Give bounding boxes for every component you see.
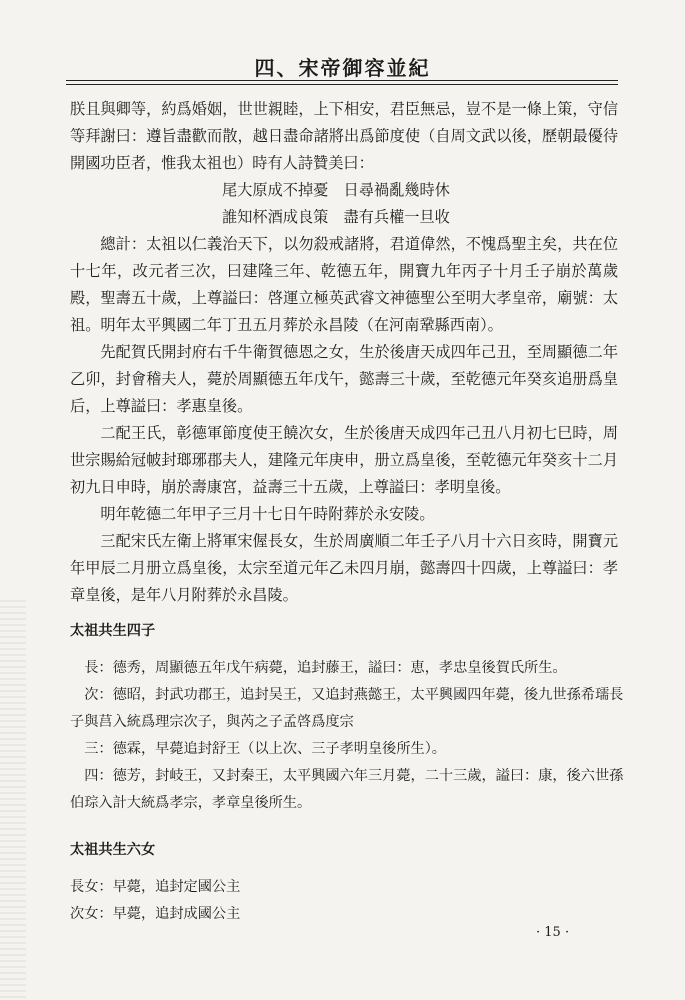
- body-text: [70, 96, 618, 609]
- paragraph: 先配賀氏開封府右千牛衛賀德恩之女，生於後唐天成四年己丑，至周顯德二年乙卯，封會稽夫人，薨於周顯德五年戊午，懿壽三十歲，至乾德元年癸亥追册爲皇后，上尊謚曰：孝惠皇後。: [70, 343, 618, 415]
- list-item: 長：德秀，周顯德五年戊午病薨，追封藤王，謚曰：恵，孝忠皇後賀氏所生。: [84, 660, 567, 676]
- poem-line: 誰知杯酒成良策 盡有兵權一旦收: [222, 208, 450, 226]
- list-item: 次女：早薨，追封成國公主: [70, 906, 241, 922]
- header-rule: [66, 80, 618, 81]
- sons-section: [70, 618, 630, 817]
- page-title: 四、宋帝御容並紀: [254, 56, 431, 80]
- list-item: 次：德昭，封武功郡王，追封吴王，又追封燕懿王，太平興國四年薨，後九世孫希瓀長子與莒入統爲理宗次子，與芮之子孟啓爲度宗: [70, 687, 624, 730]
- list-item: 三：德霖，早薨追封舒王（以上次、三子孝明皇後所生）。: [84, 741, 446, 757]
- page-number: · 15 ·: [536, 925, 570, 940]
- daughters-section: [70, 837, 630, 928]
- header-rule-thin: [66, 84, 618, 85]
- list-item: 長女：早薨，追封定國公主: [70, 879, 241, 895]
- paragraph: 朕且與卿等，約爲婚姻，世世親睦，上下相安，君臣無忌，豈不是一條上策，守信等拜謝曰：遵旨盡歡而散，越日盡命諸將出爲節度使（自周文武以後，歷朝最優待開國功臣者，惟我太祖也）時有人詩贊美曰：: [70, 100, 618, 172]
- list-item: 四：德芳，封岐王，又封秦王，太平興國六年三月薨，二十三歲，謚曰：康，後六世孫伯琮入計大統爲孝宗，孝章皇後所生。: [70, 768, 624, 811]
- poem-line: 尾大原成不掉憂 日尋禍亂幾時休: [222, 181, 450, 199]
- paragraph: 總計：太祖以仁義治天下，以勿殺戒諸將，君道偉然，不愧爲聖主矣，共在位十七年，改元者三次，曰建隆三年、乾德五年，開寶九年丙子十月壬子崩於萬歲殿，聖壽五十歲，上尊謚曰：啓運立極英武睿文神德聖公至明大孝皇帝，廟號：太祖。明年太平興國二年丁丑五月葬於永昌陵（在河南鞏縣西南）。: [70, 235, 618, 334]
- section-heading: 太祖共生六女: [70, 842, 156, 858]
- paragraph: 二配王氏，彰德軍節度使王饒次女，生於後唐天成四年己丑八月初七巳時，周世宗賜給冠帔封瑯琊郡夫人，建隆元年庚申，册立爲皇後，至乾德元年癸亥十二月初九日申時，崩於壽康宮，益壽三十五歲，上尊謚曰：孝明皇後。: [70, 424, 618, 496]
- paragraph: 三配宋氏左衛上將軍宋偓長女，生於周廣順二年壬子八月十六日亥時，開寶元年甲辰二月册立爲皇後，太宗至道元年乙未四月崩，懿壽四十四歲，上尊謚曰：孝章皇後，是年八月附葬於永昌陵。: [70, 532, 618, 604]
- section-heading: 太祖共生四子: [70, 623, 156, 639]
- paragraph: 明年乾德二年甲子三月十七日午時附葬於永安陵。: [100, 505, 435, 523]
- binding-shadow: [0, 600, 26, 1000]
